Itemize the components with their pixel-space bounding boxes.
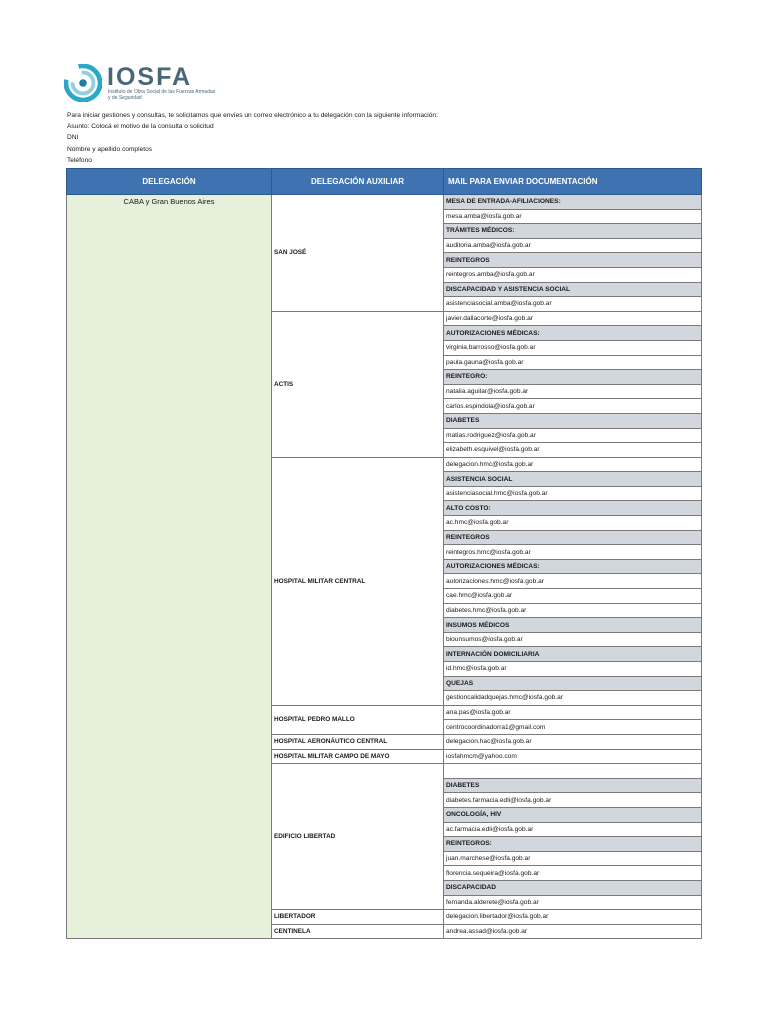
mail-address bbox=[444, 764, 702, 779]
mail-address[interactable]: reintegros.amba@iosfa.gob.ar bbox=[444, 267, 702, 282]
table-header-row bbox=[67, 169, 702, 195]
mail-section-label: AUTORIZACIONES MÉDICAS: bbox=[444, 326, 702, 341]
mail-address[interactable]: ac.hmc@iosfa.gob.ar bbox=[444, 516, 702, 531]
delegacion-auxiliar-cell: HOSPITAL MILITAR CENTRAL bbox=[272, 457, 444, 705]
header-delegacion: DELEGACIÓN bbox=[67, 169, 272, 195]
mail-address[interactable]: javier.dallacorte@iosfa.gob.ar bbox=[444, 311, 702, 326]
delegacion-auxiliar-cell: LIBERTADOR bbox=[272, 910, 444, 925]
mail-section-label: ALTO COSTO: bbox=[444, 501, 702, 516]
mail-address[interactable]: gestioncalidadquejas.hmc@iosfa.gob.ar bbox=[444, 691, 702, 706]
mail-address[interactable]: carlos.espindola@iosfa.gob.ar bbox=[444, 399, 702, 414]
delegacion-auxiliar-cell: CENTINELA bbox=[272, 924, 444, 939]
mail-address[interactable]: autorizaciones.hmc@iosfa.gob.ar bbox=[444, 574, 702, 589]
logo-tagline: Instituto de Obra Social de las Fuerzas Armadas y de Seguridad bbox=[108, 89, 216, 101]
delegacion-auxiliar-cell: HOSPITAL MILITAR CAMPO DE MAYO bbox=[272, 749, 444, 764]
intro-line: DNI bbox=[67, 134, 79, 142]
mail-address[interactable]: elizabeth.esquivel@iosfa.gob.ar bbox=[444, 443, 702, 458]
intro-line: Asunto: Colocá el motivo de la consulta o solicitud bbox=[67, 123, 214, 131]
mail-address[interactable]: ana.pas@iosfa.gob.ar bbox=[444, 705, 702, 720]
mail-address[interactable]: iosfahmcm@yahoo.com bbox=[444, 749, 702, 764]
mail-address[interactable]: cae.hmc@iosfa.gob.ar bbox=[444, 589, 702, 604]
delegacion-auxiliar-cell: HOSPITAL PEDRO MALLO bbox=[272, 705, 444, 734]
intro-line: Para iniciar gestiones y consultas, te solicitamos que envíes un correo electrónico a tu delegación con la siguiente información: bbox=[67, 112, 438, 119]
mail-address[interactable]: asistenciasocial.hmc@iosfa.gob.ar bbox=[444, 486, 702, 501]
table-row bbox=[67, 195, 702, 210]
delegacion-auxiliar-cell: ACTIS bbox=[272, 311, 444, 457]
mail-section-label: REINTEGROS: bbox=[444, 837, 702, 852]
intro-text bbox=[67, 110, 707, 166]
mail-address[interactable]: natalia.aguilar@iosfa.gob.ar bbox=[444, 384, 702, 399]
mail-address[interactable]: delegacion.hac@iosfa.gob.ar bbox=[444, 734, 702, 749]
mail-section-label: TRÁMITES MÉDICOS: bbox=[444, 224, 702, 239]
iosfa-swirl-icon bbox=[64, 64, 102, 102]
mail-section-label: QUEJAS bbox=[444, 676, 702, 691]
mail-section-label: REINTEGROS bbox=[444, 530, 702, 545]
mail-address[interactable]: andrea.assad@iosfa.gob.ar bbox=[444, 924, 702, 939]
intro-line: Nombre y apellido completos bbox=[67, 145, 153, 153]
mail-address[interactable]: diabetes.farmacia.edli@iosfa.gob.ar bbox=[444, 793, 702, 808]
mail-address[interactable]: centrocoordinadorra1@gmail.com bbox=[444, 720, 702, 735]
logo-wordmark: IOSFA bbox=[107, 63, 193, 91]
mail-address[interactable]: florencia.sequeira@iosfa.gob.ar bbox=[444, 866, 702, 881]
mail-section-label: AUTORIZACIONES MÉDICAS: bbox=[444, 559, 702, 574]
header-delegacion-auxiliar: DELEGACIÓN AUXILIAR bbox=[272, 169, 444, 195]
mail-section-label: DIABETES bbox=[444, 778, 702, 793]
delegacion-auxiliar-cell: SAN JOSÉ bbox=[272, 195, 444, 312]
mail-section-label: REINTEGROS bbox=[444, 253, 702, 268]
mail-section-label: ONCOLOGÍA, HIV bbox=[444, 807, 702, 822]
table-body bbox=[67, 195, 702, 939]
mail-section-label: DISCAPACIDAD Y ASISTENCIA SOCIAL bbox=[444, 282, 702, 297]
mail-address[interactable]: reintegros.hmc@iosfa.gob.ar bbox=[444, 545, 702, 560]
iosfa-logo bbox=[64, 64, 214, 104]
mail-address[interactable]: auditoria.amba@iosfa.gob.ar bbox=[444, 238, 702, 253]
mail-section-label: INSUMOS MÉDICOS bbox=[444, 618, 702, 633]
delegacion-cell: CABA y Gran Buenos Aires bbox=[67, 195, 272, 939]
mail-address[interactable]: paula.gauna@iosfa.gob.ar bbox=[444, 355, 702, 370]
mail-address[interactable]: delegacion.hmc@iosfa.gob.ar bbox=[444, 457, 702, 472]
delegaciones-table bbox=[66, 168, 702, 939]
mail-section-label: ASISTENCIA SOCIAL bbox=[444, 472, 702, 487]
intro-line: Teléfono bbox=[67, 156, 92, 164]
delegacion-auxiliar-cell: EDIFICIO LIBERTAD bbox=[272, 764, 444, 910]
mail-address[interactable]: id.hmc@iosfa.gob.ar bbox=[444, 662, 702, 677]
mail-address[interactable]: juan.marchese@iosfa.gob.ar bbox=[444, 851, 702, 866]
mail-address[interactable]: fernanda.alderete@iosfa.gob.ar bbox=[444, 895, 702, 910]
mail-address[interactable]: biounsumos@iosfa.gob.ar bbox=[444, 632, 702, 647]
mail-address[interactable]: mesa.amba@iosfa.gob.ar bbox=[444, 209, 702, 224]
delegacion-auxiliar-cell: HOSPITAL AERONÁUTICO CENTRAL bbox=[272, 734, 444, 749]
mail-address[interactable]: delegacion.libertador@iosfa.gob.ar bbox=[444, 910, 702, 925]
mail-section-label: REINTEGRO: bbox=[444, 370, 702, 385]
mail-address[interactable]: diabetes.hmc@iosfa.gob.ar bbox=[444, 603, 702, 618]
mail-section-label: DIABETES bbox=[444, 413, 702, 428]
header-mail: MAIL PARA ENVIAR DOCUMENTACIÓN bbox=[444, 169, 702, 195]
mail-section-label: DISCAPACIDAD bbox=[444, 880, 702, 895]
mail-address[interactable]: matias.rodriguez@iosfa.gob.ar bbox=[444, 428, 702, 443]
mail-section-label: MESA DE ENTRADA-AFILIACIONES: bbox=[444, 195, 702, 210]
mail-address[interactable]: asistenciasocial.amba@iosfa.gob.ar bbox=[444, 297, 702, 312]
mail-address[interactable]: virginia.barrosso@iosfa.gob.ar bbox=[444, 340, 702, 355]
mail-address[interactable]: ac.farmacia.edli@iosfa.gob.ar bbox=[444, 822, 702, 837]
mail-section-label: INTERNACIÓN DOMICILIARIA bbox=[444, 647, 702, 662]
